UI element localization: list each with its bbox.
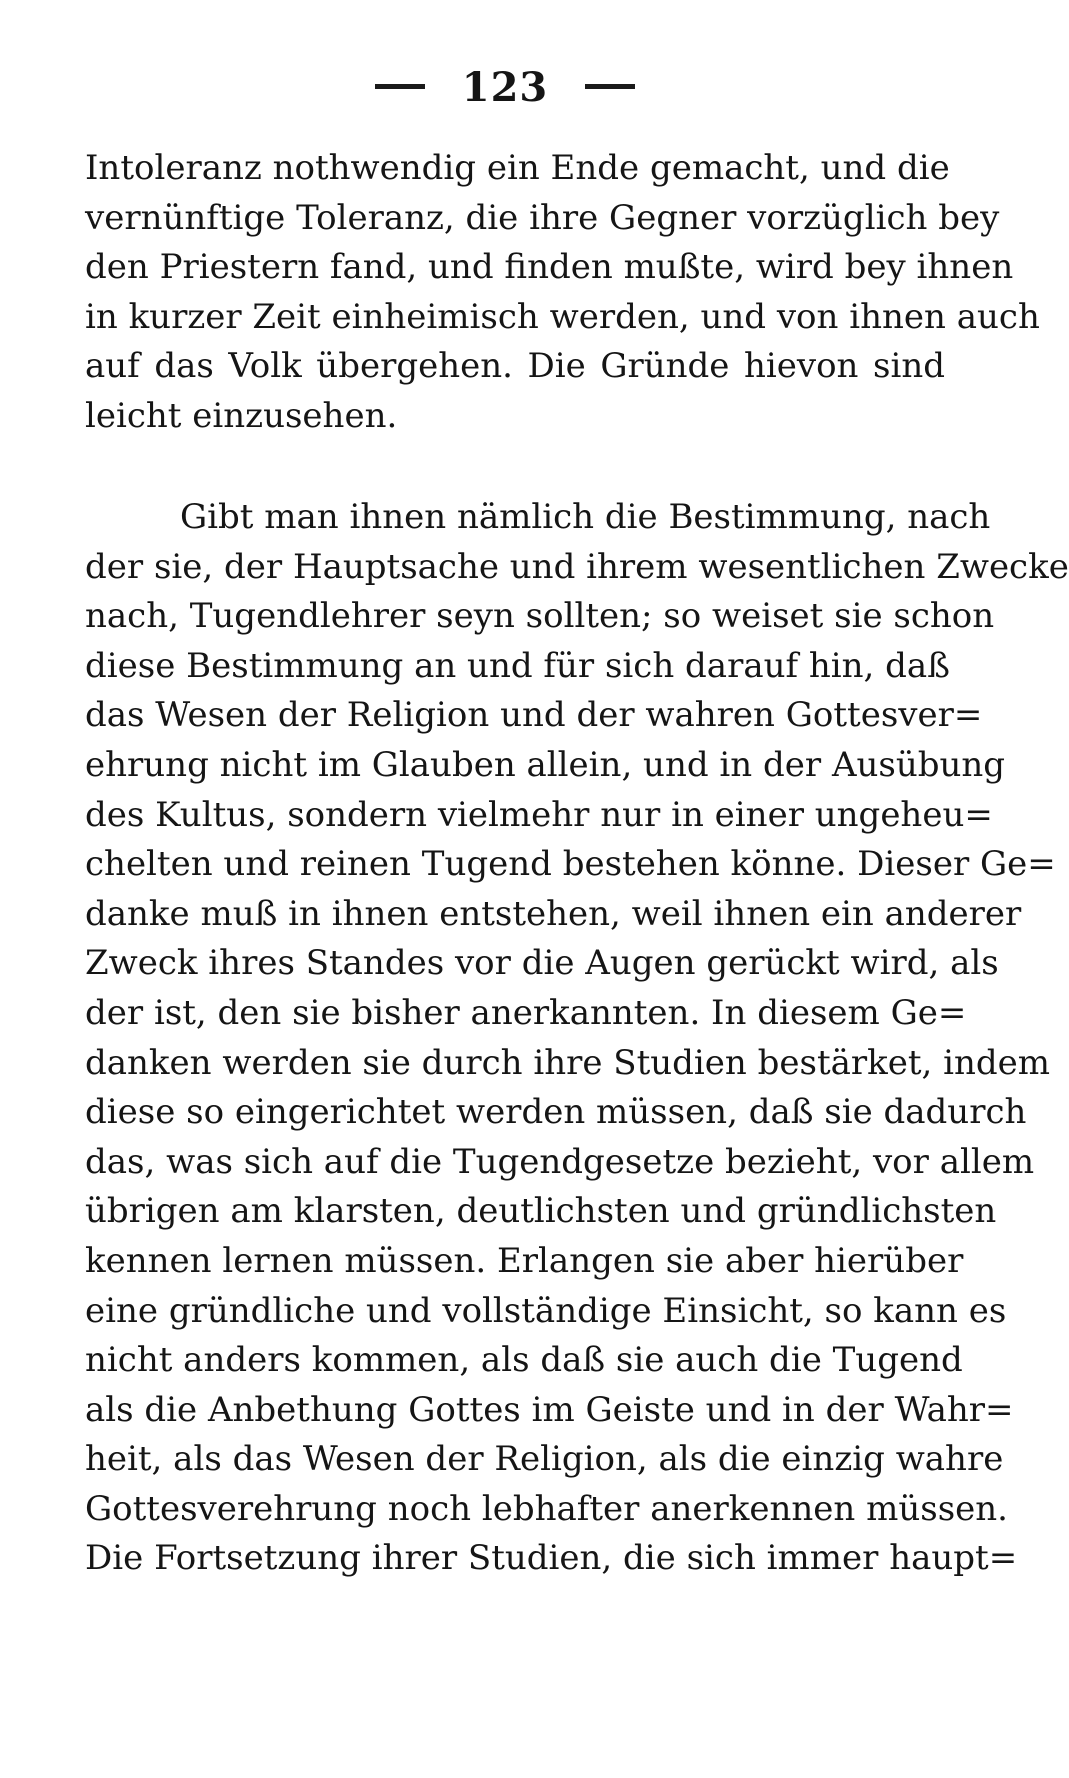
paragraph-2 bbox=[85, 493, 1069, 1584]
text-line: vernünftige Toleranz, die ihre Gegner vorzüglich bey bbox=[85, 197, 1000, 238]
text-line: des Kultus, sondern vielmehr nur in einer ungeheu= bbox=[85, 794, 993, 835]
text-line: nach, Tugendlehrer seyn sollten; so weiset sie schon bbox=[85, 596, 995, 637]
text-line: danke muß in ihnen entstehen, weil ihnen ein anderer bbox=[85, 893, 1022, 934]
page-header bbox=[0, 58, 1000, 118]
text-line: Intoleranz nothwendig ein Ende gemacht, und die bbox=[85, 148, 950, 188]
text-line: Gottesverehrung noch lebhafter anerkennen müssen. bbox=[85, 1488, 1008, 1529]
text-line: leicht einzusehen. bbox=[85, 395, 398, 436]
text-line: den Priestern fand, und finden mußte, wird bey ihnen bbox=[85, 247, 1014, 288]
page-number: 123 bbox=[461, 64, 549, 111]
text-line: nicht anders kommen, als daß sie auch die Tugend bbox=[85, 1340, 963, 1381]
text-line: Die Fortsetzung ihrer Studien, die sich immer haupt= bbox=[85, 1538, 1018, 1579]
text-line: eine gründliche und vollständige Einsicht, so kann es bbox=[85, 1290, 1007, 1331]
text-line: chelten und reinen Tugend bestehen könne. Dieser Ge= bbox=[85, 844, 1056, 885]
text-line: diese Bestimmung an und für sich darauf hin, daß bbox=[85, 645, 950, 686]
text-line: kennen lernen müssen. Erlangen sie aber hierüber bbox=[85, 1240, 964, 1281]
text-line: auf das Volk übergehen. Die Gründe hievon sind bbox=[85, 346, 945, 387]
text-line: das, was sich auf die Tugendgesetze bezieht, vor allem bbox=[85, 1141, 1035, 1182]
text-line: als die Anbethung Gottes im Geiste und in der Wahr= bbox=[85, 1389, 1014, 1430]
text-line: heit, als das Wesen der Religion, als die einzig wahre bbox=[85, 1439, 1004, 1480]
text-line: Zweck ihres Standes vor die Augen gerückt wird, als bbox=[85, 943, 999, 984]
text-line: danken werden sie durch ihre Studien bestärket, indem bbox=[85, 1042, 1051, 1083]
text-line: diese so eingerichtet werden müssen, daß sie dadurch bbox=[85, 1092, 1027, 1133]
text-line: der ist, den sie bisher anerkannten. In diesem Ge= bbox=[85, 992, 967, 1033]
text-line: Gibt man ihnen nämlich die Bestimmung, nach bbox=[180, 497, 991, 537]
text-line: in kurzer Zeit einheimisch werden, und von ihnen auch bbox=[85, 296, 1040, 337]
header-dash-right bbox=[585, 84, 635, 89]
paragraph-1 bbox=[85, 144, 1040, 442]
text-line: ehrung nicht im Glauben allein, und in der Ausübung bbox=[85, 744, 1006, 785]
header-dash-left bbox=[375, 84, 425, 89]
text-line: der sie, der Hauptsache und ihrem wesentlichen Zwecke bbox=[85, 546, 1069, 587]
text-line: übrigen am klarsten, deutlichsten und gründlichsten bbox=[85, 1191, 997, 1232]
text-line: das Wesen der Religion und der wahren Gottesver= bbox=[85, 695, 983, 736]
